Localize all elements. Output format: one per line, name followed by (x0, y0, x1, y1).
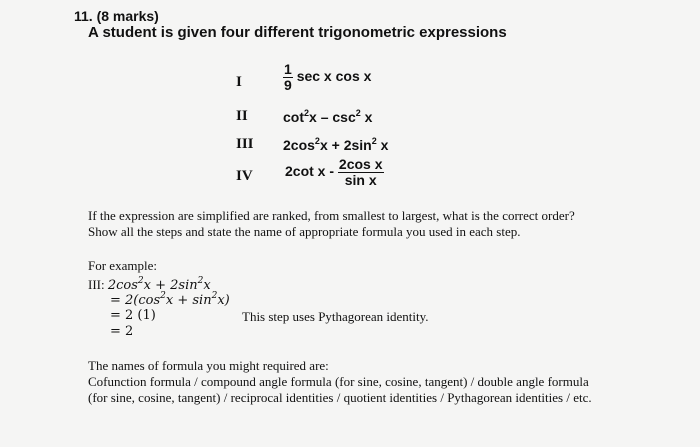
expression-iv (285, 157, 384, 188)
expression-i-fraction: $\frac{1}{9}$ (284, 61, 292, 93)
formulas-line-1: Cofunction formula / compound angle formula (for sine, cosine, tangent) / double angle formula (88, 374, 589, 389)
instruction-line-1: If the expression are simplified are ranked, from smallest to largest, what is the correct order? (88, 208, 575, 223)
formulas-line-2: (for sine, cosine, tangent) / reciprocal identities / quotient identities / Pythagorean identities / etc. (88, 390, 592, 405)
expression-iv-lead: 2cot x - (285, 163, 335, 180)
expression-iv-fraction: $\frac{\text{2cos x}}{\text{sin x}}$ (338, 156, 383, 188)
formulas-heading: The names of formula you might required are: (88, 358, 329, 373)
instruction-line-2: Show all the steps and state the name of appropriate formula you used in each step. (88, 224, 521, 239)
expression-i (283, 62, 371, 93)
example-step-3: = 2 (110, 324, 134, 339)
question-header (74, 8, 159, 24)
question-number: 11. (74, 8, 93, 24)
roman-numeral-ii: II (236, 108, 248, 124)
expression-iii: $2\cos^2x + 2\sin^2$ x (283, 136, 389, 153)
example-heading: For example: (88, 258, 157, 273)
roman-numeral-iv: IV (236, 168, 253, 184)
question-intro: A student is given four different trigonometric expressions (88, 24, 507, 41)
roman-numeral-i: I (236, 74, 242, 90)
expression-ii: $\cot^2x - \csc^2 x$ (283, 108, 373, 125)
roman-numeral-iii: III (236, 136, 254, 152)
expression-i-rest: sec x cos x (296, 68, 372, 85)
example-step-1: = $2(\cos^2x + \sin^2x)$ (110, 291, 230, 308)
question-marks: (8 marks) (96, 8, 159, 24)
example-step-2-note: This step uses Pythagorean identity. (242, 309, 429, 324)
example-step-0: III: $2\cos^2x + 2\sin^2x$ (88, 276, 211, 293)
example-step-2: = 2 (1) (110, 308, 156, 323)
